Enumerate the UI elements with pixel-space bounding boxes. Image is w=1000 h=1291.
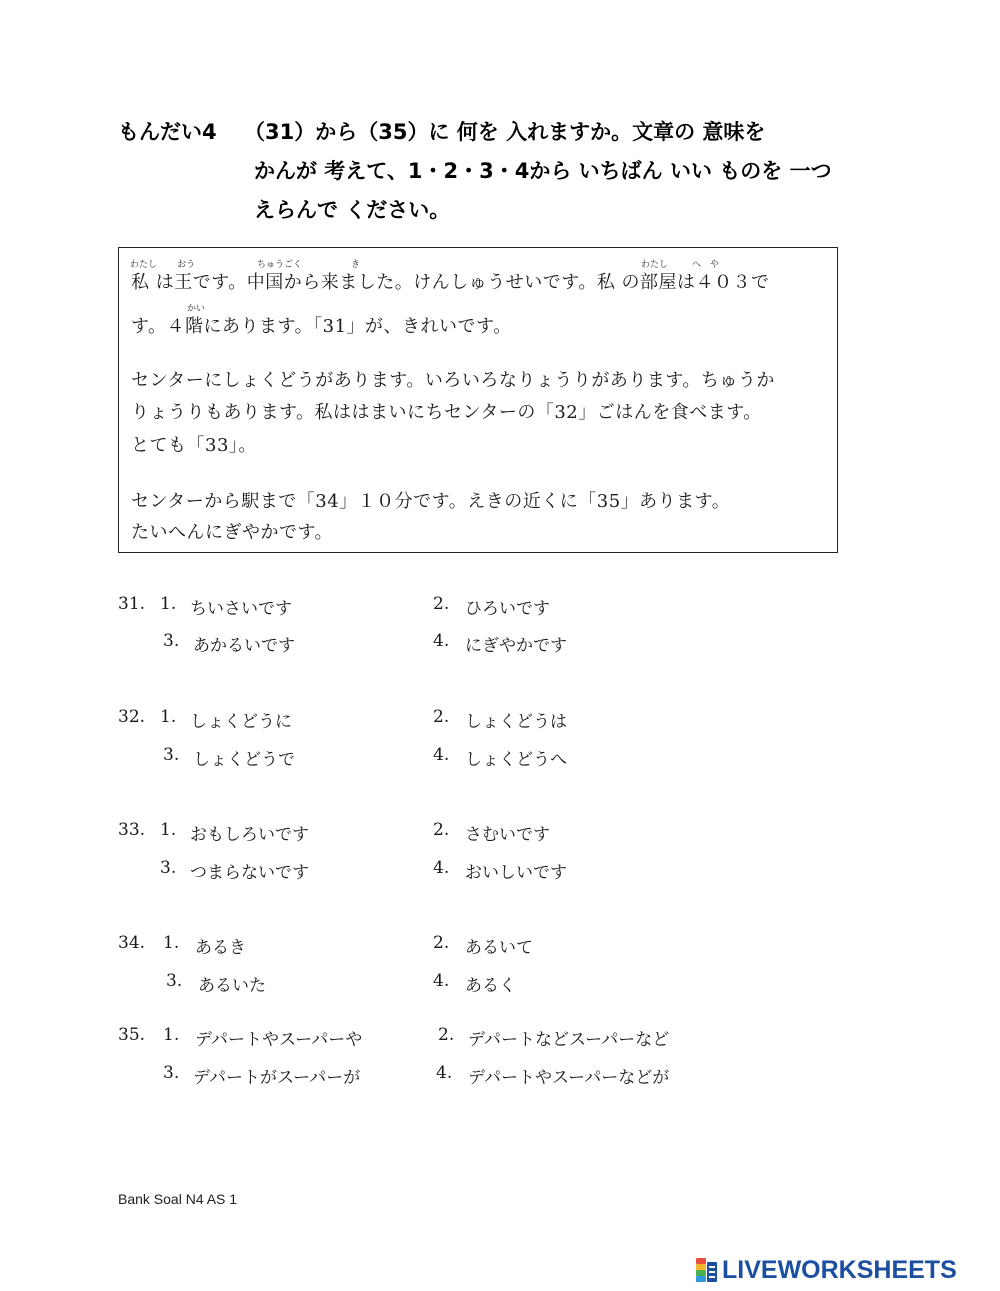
option-number: 4. <box>433 745 450 765</box>
answer-option[interactable]: にぎやかです <box>465 636 567 656</box>
option-number: 4. <box>436 1063 453 1083</box>
answer-option[interactable]: しょくどうは <box>465 712 567 732</box>
option-number: 3. <box>163 631 180 651</box>
instruction-line-2: かんが 考えて、1・2・3・4から いちばん いい ものを 一つ <box>254 159 832 183</box>
option-number: 3. <box>166 971 183 991</box>
answer-option[interactable]: あるく <box>465 976 516 996</box>
brand-name: LIVEWORKSHEETS <box>722 1256 957 1284</box>
answer-option[interactable]: デパートやスーパーや <box>195 1030 363 1050</box>
question-number: 33. <box>118 820 146 840</box>
option-number: 2. <box>433 933 450 953</box>
passage-line-7: たいへんにぎやかです。 <box>131 522 334 543</box>
option-number: 1. <box>160 707 177 727</box>
answer-option[interactable]: デパートがスーパーが <box>193 1068 361 1088</box>
liveworksheets-logo-icon <box>696 1258 718 1282</box>
option-number: 2. <box>438 1025 455 1045</box>
answer-option[interactable]: あるき <box>195 938 246 958</box>
furigana-ki: き <box>351 260 361 270</box>
answer-option[interactable]: ひろいです <box>465 599 550 619</box>
furigana-kai: かい <box>187 304 206 314</box>
answer-option[interactable]: しょくどうへ <box>465 750 567 770</box>
option-number: 4. <box>433 858 450 878</box>
answer-option[interactable]: おもしろいです <box>190 825 309 845</box>
option-number: 3. <box>163 1063 180 1083</box>
furigana-watashi: わたし <box>130 260 158 270</box>
answer-option[interactable]: つまらないです <box>190 863 309 883</box>
option-number: 4. <box>433 971 450 991</box>
option-number: 3. <box>163 745 180 765</box>
option-number: 2. <box>433 707 450 727</box>
question-number: 35. <box>118 1025 146 1045</box>
answer-option[interactable]: デパートやスーパーなどが <box>468 1068 670 1088</box>
footer-label: Bank Soal N4 AS 1 <box>118 1191 238 1207</box>
option-number: 1. <box>160 594 177 614</box>
answer-option[interactable]: おいしいです <box>465 863 567 883</box>
reading-passage-box <box>118 247 838 553</box>
option-number: 1. <box>163 1025 180 1045</box>
passage-line-1: 私 は王です。中国から来ました。けんしゅうせいです。私 の部屋は４０３で <box>131 272 770 293</box>
answer-option[interactable]: ちいさいです <box>190 599 292 619</box>
answer-option[interactable]: しょくどうで <box>193 750 295 770</box>
instruction-label: もんだい4 <box>118 120 217 144</box>
furigana-watashi-2: わたし <box>641 260 669 270</box>
liveworksheets-brand[interactable] <box>696 1256 996 1286</box>
answer-option[interactable]: あるいて <box>465 938 533 958</box>
question-number: 31. <box>118 594 146 614</box>
question-number: 34. <box>118 933 146 953</box>
option-number: 1. <box>163 933 180 953</box>
passage-line-2: す。４階にあります。「31」が、きれいです。 <box>131 316 512 337</box>
option-number: 2. <box>433 594 450 614</box>
answer-option[interactable]: あるいた <box>198 976 266 996</box>
instruction-line-3: えらんで ください。 <box>254 198 451 222</box>
passage-line-6: センターから駅まで「34」１０分です。えきの近くに「35」あります。 <box>131 491 731 512</box>
option-number: 2. <box>433 820 450 840</box>
passage-line-4: りょうりもあります。私ははまいにちセンターの「32」ごはんを食べます。 <box>131 402 762 423</box>
furigana-chuugoku: ちゅうごく <box>257 260 303 270</box>
furigana-heya: へ や <box>692 260 720 270</box>
furigana-ou: おう <box>177 260 196 270</box>
passage-line-3: センターにしょくどうがあります。いろいろなりょうりがあります。ちゅうか <box>131 370 775 391</box>
passage-line-5: とても「33」。 <box>131 435 257 456</box>
question-number: 32. <box>118 707 146 727</box>
option-number: 3. <box>160 858 177 878</box>
option-number: 1. <box>160 820 177 840</box>
answer-option[interactable]: さむいです <box>465 825 550 845</box>
answer-option[interactable]: しょくどうに <box>190 712 292 732</box>
instruction-line-1: （31）から（35）に 何を 入れますか。文章の 意味を <box>244 120 766 144</box>
answer-option[interactable]: あかるいです <box>193 636 295 656</box>
answer-option[interactable]: デパートなどスーパーなど <box>468 1030 670 1050</box>
option-number: 4. <box>433 631 450 651</box>
